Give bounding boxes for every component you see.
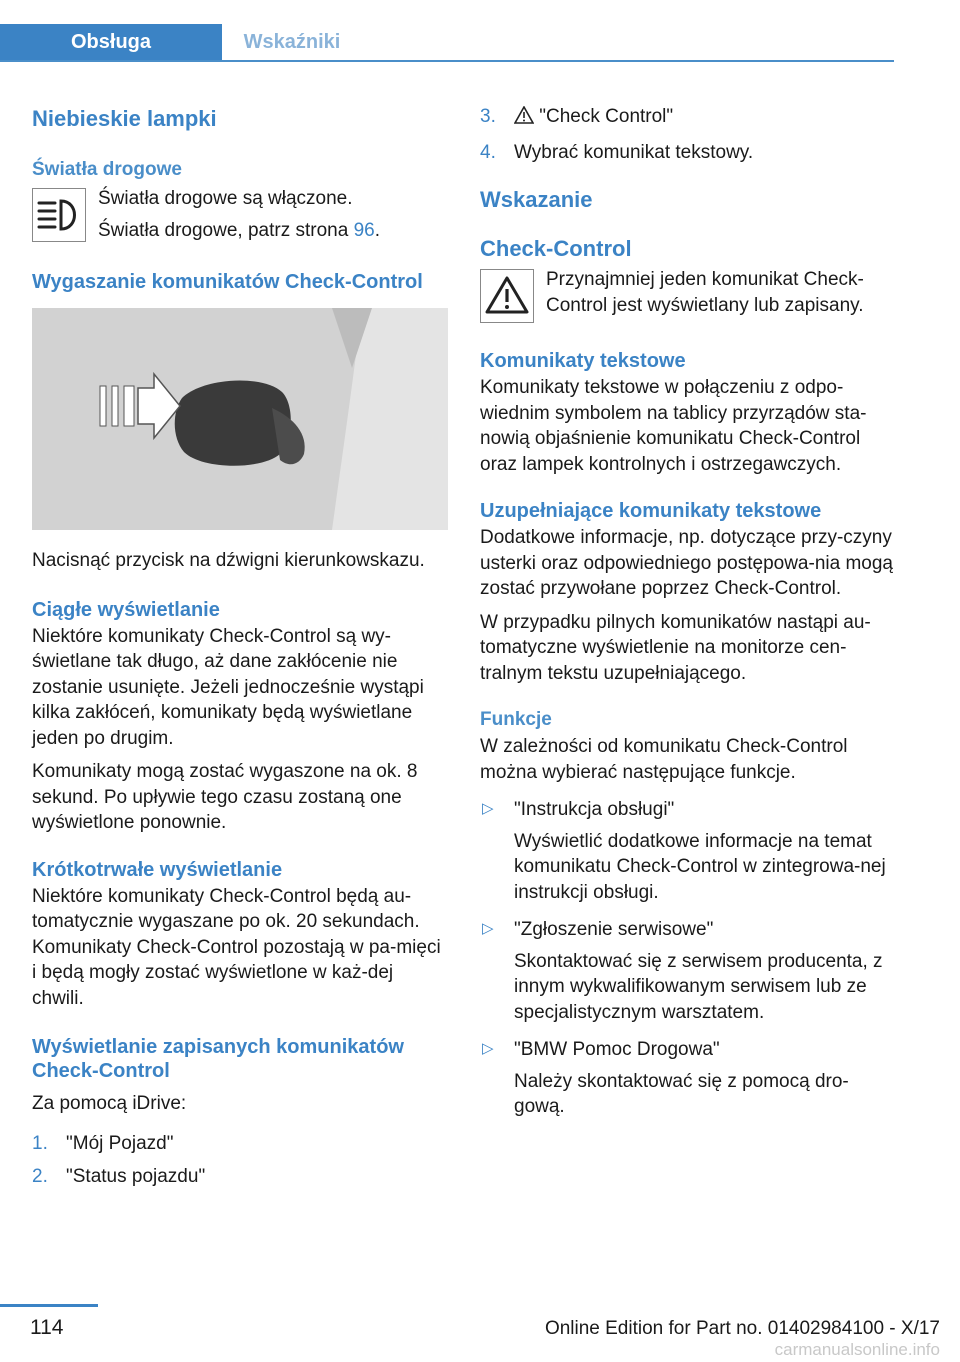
list-item: [32, 1164, 448, 1190]
watermark: carmanualsonline.info: [774, 1340, 940, 1359]
check-control-text: Przynajmniej jeden komunikat Check-Control jest wyświetlany lub zapisany.: [546, 269, 864, 316]
functions-list: [480, 797, 894, 1120]
list-item: [480, 140, 894, 166]
right-column: [480, 100, 894, 1132]
high-beam-icon: [32, 188, 86, 242]
section-title-supplementary: Uzupełniające komunikaty tekstowe: [480, 500, 822, 522]
high-beams-ref-text: [98, 218, 448, 244]
section-title-blue-lamps: Niebieskie lampki: [32, 106, 217, 131]
high-beams-on-text: Światła drogowe są włączone.: [98, 188, 353, 209]
list-item: [480, 797, 894, 905]
triangle-bullet-icon: ▷: [482, 920, 494, 937]
function-desc: Skontaktować się z serwisem producenta, z innym wykwalifikowanym serwisem lub ze specjalistycznym warsztatem.: [514, 950, 883, 1023]
section-title-dismiss: Wygaszanie komunikatów Check-Control: [32, 271, 423, 293]
functions-intro: W zależności od komunikatu Check-Control można wybierać następujące funkcje.: [480, 736, 848, 783]
step-text: "Status pojazdu": [66, 1166, 206, 1187]
continuous-text-1: Niektóre komunikaty Check-Control są wy-świetlane tak długo, aż dane zakłócenie nie zostanie usunięte. Jeżeli jednocześnie wystąpi kilka zakłóceń, komunikaty będą wyświetlane jeden po drugim.: [32, 625, 424, 749]
step-text: Wybrać komunikat tekstowy.: [514, 141, 754, 163]
triangle-bullet-icon: ▷: [482, 800, 494, 817]
subsection-title-check-control: Check-Control: [480, 236, 632, 261]
tab-obsluga[interactable]: Obsługa: [0, 24, 222, 60]
stored-steps-list-continued: [480, 104, 894, 165]
function-desc: Należy skontaktować się z pomocą dro-gową.: [514, 1070, 849, 1117]
temporary-text: Niektóre komunikaty Check-Control będą au-tomatycznie wygaszane po ok. 20 sekundach. Komunikaty Check-Control pozostają w pa-mięci i będą mogły zostać wyświetlone w każ-dej chwili.: [32, 885, 441, 1009]
subsection-title-high-beams: Światła drogowe: [32, 159, 182, 180]
step-number: 4.: [480, 141, 496, 163]
step-number: 3.: [480, 106, 496, 127]
step-number: 2.: [32, 1166, 48, 1187]
section-title-stored: Wyświetlanie zapisanych komunikatów Check-Control: [32, 1036, 404, 1082]
footer-accent-line: [0, 1304, 98, 1307]
text-messages-text: Komunikaty tekstowe w połączeniu z odpo-wiednim symbolem na tablicy przyrządów sta-nowią objaśnienie komunikatu Check-Control oraz lampek kontrolnych i ostrzegawczych.: [480, 377, 867, 475]
section-title-functions: Funkcje: [480, 709, 552, 730]
tab-wskazniki[interactable]: Wskaźniki: [243, 31, 341, 53]
check-control-warning-icon: [480, 269, 534, 323]
section-title-continuous: Ciągłe wyświetlanie: [32, 598, 220, 621]
function-title: "BMW Pomoc Drogowa": [514, 1039, 720, 1060]
step-text: "Check Control": [534, 106, 674, 127]
stalk-button-photo: [32, 308, 448, 530]
warning-icon: [514, 106, 534, 132]
list-item: [480, 1037, 894, 1120]
supplementary-text-1: Dodatkowe informacje, np. dotyczące przy-czyny usterki oraz odpowiedniego postępowa-nia mogą zostać przywołane poprzez Check-Control.: [480, 527, 893, 599]
continuous-text-2: Komunikaty mogą zostać wygaszone na ok. 8 sekund. Po upływie tego czasu zostaną one wyświetlone ponownie.: [32, 761, 418, 833]
chapter-tabs: [0, 24, 894, 62]
left-column: [32, 100, 448, 1198]
function-title: "Instrukcja obsługi": [514, 799, 675, 820]
stored-intro: Za pomocą iDrive:: [32, 1093, 187, 1114]
section-title-temporary: Krótkotrwałe wyświetlanie: [32, 858, 283, 881]
triangle-bullet-icon: ▷: [482, 1040, 494, 1057]
photo-caption: Nacisnąć przycisk na dźwigni kierunkowskazu.: [32, 550, 425, 571]
high-beams-ref-prefix: Światła drogowe, patrz strona: [98, 219, 354, 241]
list-item: [32, 1131, 448, 1157]
step-text: "Mój Pojazd": [66, 1132, 174, 1154]
check-control-row: [480, 267, 894, 327]
high-beams-ref-suffix: .: [374, 219, 380, 241]
step-number: 1.: [32, 1132, 48, 1154]
high-beams-row: [32, 186, 448, 246]
page-number: 114: [30, 1316, 64, 1339]
page-link-96[interactable]: 96: [353, 219, 375, 241]
section-title-indication: Wskazanie: [480, 187, 593, 212]
edition-info: Online Edition for Part no. 01402984100 - X/17: [544, 1318, 940, 1339]
function-title: "Zgłoszenie serwisowe": [514, 919, 714, 940]
function-desc: Wyświetlić dodatkowe informacje na temat komunikatu Check-Control w zintegrowa-nej instrukcji obsługi.: [514, 830, 886, 903]
supplementary-text-2: W przypadku pilnych komunikatów nastąpi au-tomatyczne wyświetlenie na monitorze cen-tralnym tekstu uzupełniającego.: [480, 611, 871, 684]
tabs-divider: [0, 60, 894, 62]
section-title-text-messages: Komunikaty tekstowe: [480, 350, 686, 372]
list-item: [480, 917, 894, 1025]
list-item: [480, 104, 894, 132]
stored-steps-list: [32, 1131, 448, 1190]
